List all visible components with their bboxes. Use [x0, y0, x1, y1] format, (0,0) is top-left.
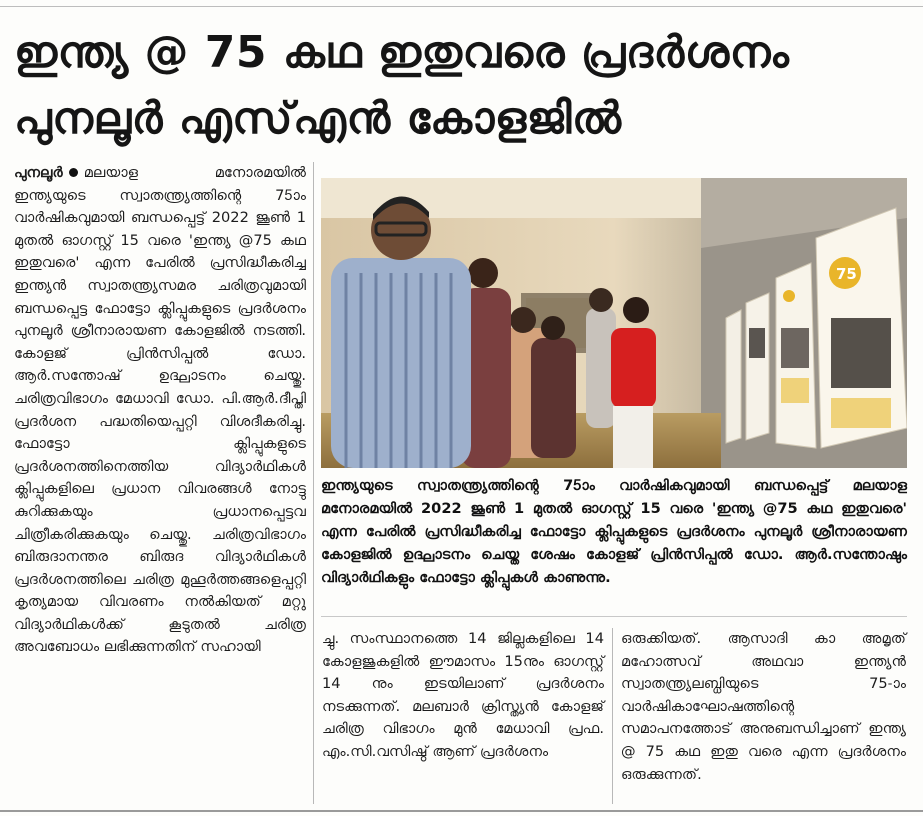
article-paragraph [14, 162, 306, 659]
headline-line-1: ഇന്ത്യ @ 75 കഥ ഇതുവരെ പ്രദർശനം [14, 27, 790, 78]
article-column-left [14, 162, 306, 659]
news-photo [321, 178, 907, 468]
top-rule [0, 6, 923, 7]
article-body-middle: ച്ചു. സംസ്ഥാനത്തെ 14 ജില്ലകളിലെ 14 കോളജുകളിൽ ഈമാസം 15നും ഓഗസ്റ്റ് 14 നും ഇടയിലാണ് പ്രദർശനം നടക്കുന്നത്. മലബാർ ക്രിസ്ത്യൻ കോളജ് ചരിത്ര വിഭാഗം മുൻ മേധാവി പ്രഫ. എം.സി.വസിഷ്ഠ് ആണ് പ്രദർശനം [322, 630, 604, 760]
article-column-middle [322, 628, 604, 764]
caption-divider [321, 616, 907, 617]
bottom-rule [0, 810, 923, 812]
headline [14, 20, 914, 152]
column-divider [313, 162, 314, 804]
column-divider [612, 628, 613, 804]
article-body-right: ഒരുക്കിയത്. ആസാദി കാ അമൃത് മഹോത്സവ് അഥവാ ഇന്ത്യൻ സ്വാതന്ത്ര്യലബ്ധിയുടെ 75-ാം വാർഷികാഘോഷത്തിന്റെ സമാപനത്തോട് അനുബന്ധിച്ചാണ് ഇന്ത്യ @ 75 കഥ ഇതു വരെ എന്ന പ്രദർശനം ഒരുക്കുന്നത്. [621, 630, 906, 783]
article-body-left: മലയാള മനോരമയിൽ ഇന്ത്യയുടെ സ്വാതന്ത്ര്യത്തിന്റെ 75ാം വാർഷികവുമായി ബന്ധപ്പെട്ട് 2022 ജൂൺ 1 മുതൽ ഓഗസ്റ്റ് 15 വരെ 'ഇന്ത്യ @75 കഥ ഇതുവരെ' എന്ന പേരിൽ പ്രസിദ്ധീകരിച്ച ഇന്ത്യൻ സ്വാതന്ത്ര്യസമര ചരിത്രവുമായി ബന്ധപ്പെട്ട ഫോട്ടോ ക്ലിപ്പുകളുടെ പ്രദർശനം പുനലൂർ ശ്രീനാരായണ കോളജിൽ നടത്തി. കോളജ് പ്രിൻസിപ്പൽ ഡോ. ആർ.സന്തോഷ് ഉദ്ഘാടനം ചെയ്തു. ചരിത്രവിഭാഗം മേധാവി ഡോ. പി.ആർ.ദീപ്തി പ്രദർശന പദ്ധതിയെപ്പറ്റി വിശദീകരിച്ചു. ഫോട്ടോ ക്ലിപ്പുകളുടെ പ്രദർശനത്തിനെത്തിയ വിദ്യാർഥികൾ ക്ലിപ്പുകളിലെ പ്രധാന വിവരങ്ങൾ നോട്ടു കുറിക്കുകയും പ്രധാനപ്പെട്ടവ ചിത്രീകരിക്കുകയും ചെയ്തു. ചരിത്രവിഭാഗം ബിരുദാനന്തര ബിരുദ വിദ്യാർഥികൾ പ്രദർശനത്തിലെ ചരിത്ര മുഹൂർത്തങ്ങളെപ്പറ്റി കൃത്യമായ വിവരണം നൽകിയത് മറ്റു വിദ്യാർഥികൾക്ക് കൂടുതൽ ചരിത്ര അവബോധം ലഭിക്കുന്നതിന് സഹായി [14, 164, 306, 656]
dateline-bullet-icon [69, 168, 78, 177]
dateline: പുനലൂർ [14, 164, 63, 181]
poster-number: 75 [836, 265, 857, 283]
article-column-right [621, 628, 906, 786]
photo-caption: ഇന്ത്യയുടെ സ്വാതന്ത്ര്യത്തിന്റെ 75ാം വാർഷികവുമായി ബന്ധപ്പെട്ട് മലയാള മനോരമയിൽ 2022 ജൂൺ 1 മുതൽ ഓഗസ്റ്റ് 15 വരെ 'ഇന്ത്യ @75 കഥ ഇതുവരെ' എന്ന പേരിൽ പ്രസിദ്ധീകരിച്ച ഫോട്ടോ ക്ലിപ്പുകളുടെ പ്രദർശനം പുനലൂർ ശ്രീനാരായണ കോളജിൽ ഉദ്ഘാടനം ചെയ്ത ശേഷം കോളജ് പ്രിൻസിപ്പൽ ഡോ. ആർ.സന്തോഷും വിദ്യാർഥികളും ഫോട്ടോ ക്ലിപ്പുകൾ കാണുന്നു. [321, 477, 907, 586]
exhibition-photo-illustration [321, 178, 907, 468]
headline-line-2: പുനലൂർ എസ്എൻ കോളജിൽ [14, 93, 622, 144]
